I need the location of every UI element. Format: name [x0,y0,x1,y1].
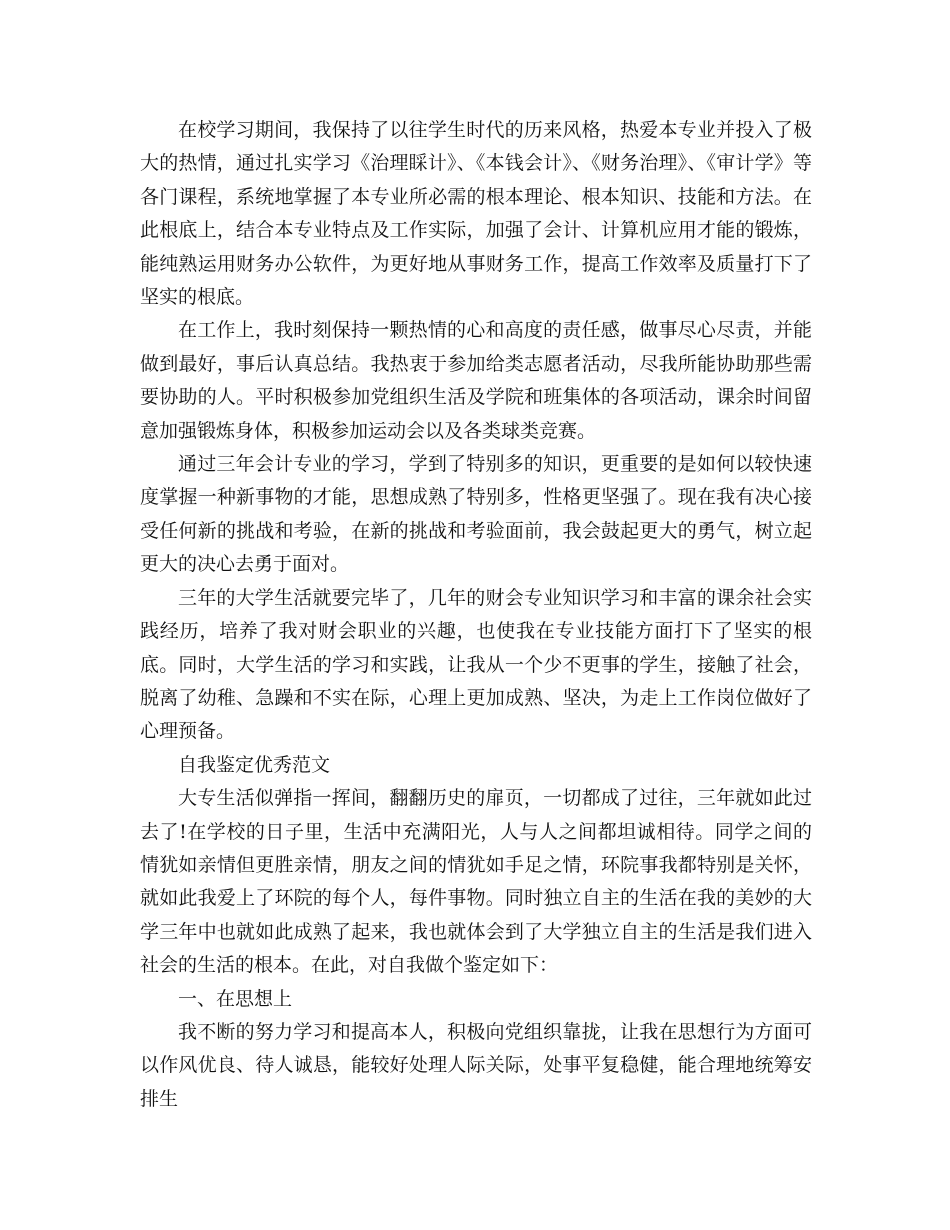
subheading-thought: 一、在思想上 [178,987,293,1010]
paragraph-growth: 通过三年会计专业的学习，学到了特别多的知识，更重要的是如何以较快速度掌握一种新事物的才能，思想成熟了特别多，性格更坚强了。现在我有决心接受任何新的挑战和考验，在新的挑战和考验面前，我会鼓起更大的勇气，树立起更大的决心去勇于面对。 [140,453,812,576]
paragraph-study: 在校学习期间，我保持了以往学生时代的历来风格，热爱本专业并投入了极大的热情，通过扎实学习《治理睬计》、《本钱会计》、《财务治理》、《审计学》等各门课程，系统地掌握了本专业所必需的根本理论、根本知识、技能和方法。在此根底上，结合本专业特点及工作实际，加强了会计、计算机应用才能的锻炼，能纯熟运用财务办公软件，为更好地从事财务工作，提高工作效率及质量打下了坚实的根底。 [140,119,812,309]
paragraph-intro: 大专生活似弹指一挥间，翻翻历史的扉页，一切都成了过往，三年就如此过去了!在学校的日子里，生活中充满阳光，人与人之间都坦诚相待。同学之间的情犹如亲情但更胜亲情，朋友之间的情犹如手足之情，环院事我都特别是关怀，就如此我爱上了环院的每个人，每件事物。同时独立自主的生活在我的美妙的大学三年中也就如此成熟了起来，我也就体会到了大学独立自主的生活是我们进入社会的生活的根本。在此，对自我做个鉴定如下： [140,787,812,977]
document-body [140,114,812,1116]
paragraph-work: 在工作上，我时刻保持一颗热情的心和高度的责任感，做事尽心尽责，并能做到最好，事后认真总结。我热衷于参加给类志愿者活动，尽我所能协助那些需要协助的人。平时积极参加党组织生活及学院和班集体的各项活动，课余时间留意加强锻炼身体，积极参加运动会以及各类球类竞赛。 [140,319,812,442]
section-title: 自我鉴定优秀范文 [178,753,331,776]
paragraph-thought: 我不断的努力学习和提高本人，积极向党组织靠拢，让我在思想行为方面可以作风优良、待人诚恳，能较好处理人际关际，处事平复稳健，能合理地统筹安排生 [140,1020,812,1110]
paragraph-summary: 三年的大学生活就要完毕了，几年的财会专业知识学习和丰富的课余社会实践经历，培养了我对财会职业的兴趣，也使我在专业技能方面打下了坚实的根底。同时，大学生活的学习和实践，让我从一个少不更事的学生，接触了社会，脱离了幼稚、急躁和不实在际，心理上更加成熟、坚决，为走上工作岗位做好了心理预备。 [140,586,812,743]
